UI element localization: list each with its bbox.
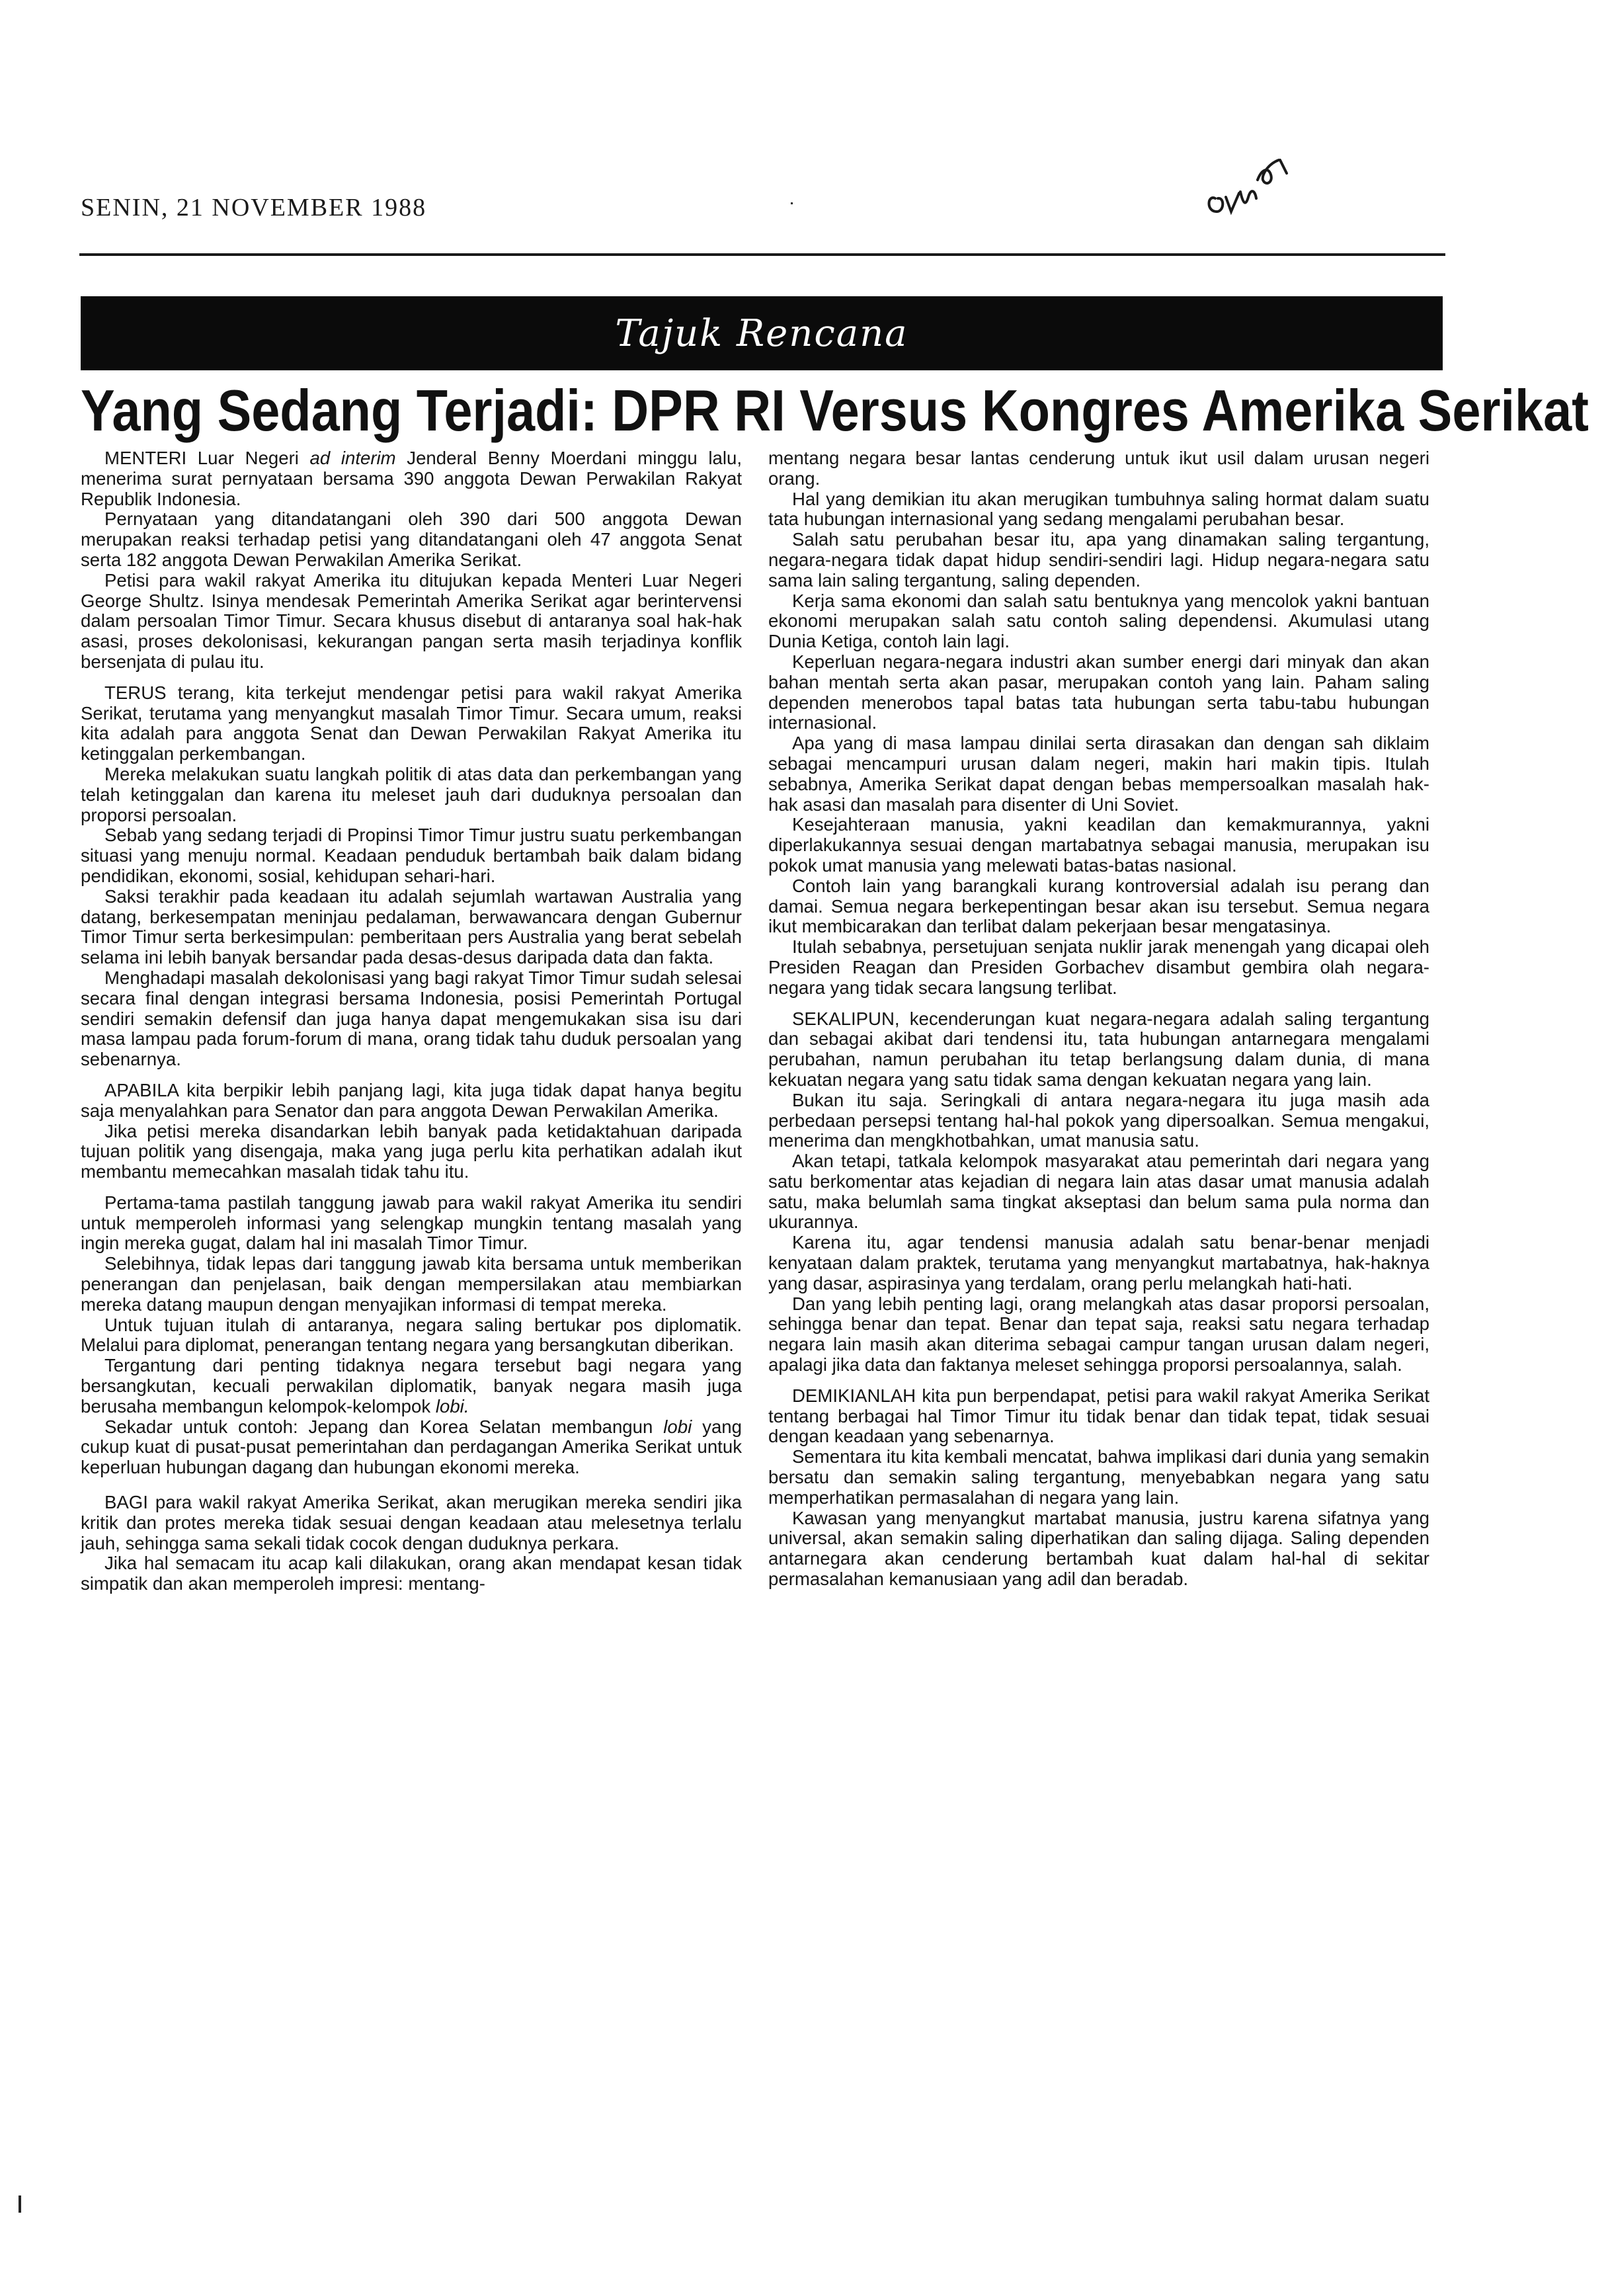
paragraph: BAGI para wakil rakyat Amerika Serikat, akan merugikan mereka sendiri jika kritik dan protes mereka tidak sesuai dengan keadaan atau melesetnya terlalu jauh, sehingga sama sekali tidak cocok dengan duduknya perkara. — [81, 1492, 742, 1553]
scan-speck — [19, 2195, 21, 2213]
italic-term: lobi. — [435, 1395, 469, 1416]
paragraph: Menghadapi masalah dekolonisasi yang bagi rakyat Timor Timur sudah selesai secara final dengan integrasi bersama Indonesia, posisi Pemerintah Portugal sendiri semakin defensif dan juga hanya dapat mengemukakan sisa isu dari masa lampau pada forum-forum di mana, orang tidak tahu duduk persoalan yang sebenarnya. — [81, 967, 742, 1070]
paragraph: Kerja sama ekonomi dan salah satu bentuknya yang mencolok yakni bantuan ekonomi merupakan salah satu contoh saling dependensi. Akumulasi utang Dunia Ketiga, contoh lain lagi. — [768, 590, 1429, 652]
paragraph: APABILA kita berpikir lebih panjang lagi, kita juga tidak dapat hanya begitu saja menyalahkan para Senator dan para anggota Dewan Perwakilan Amerika. — [81, 1079, 742, 1121]
paragraph: Dan yang lebih penting lagi, orang melangkah atas dasar proporsi persoalan, sehingga benar dan tepat. Benar dan tepat saja, reaksi satu negara terhadap negara lain masih akan diterima sebagai campur tangan urusan dalam negeri, apalagi jika data dan faktanya meleset sehingga proporsi persoalannya, salah. — [768, 1293, 1429, 1375]
paragraph: Kawasan yang menyangkut martabat manusia, justru karena sifatnya yang universal, akan semakin saling diperhatikan dan saling dijaga. Saling dependen antarnegara akan cenderung bertambah kuat dalam hal-hal di sekitar permasalahan kemanusiaan yang adil dan beradab. — [768, 1507, 1429, 1590]
paragraph: Selebihnya, tidak lepas dari tanggung jawab kita bersama untuk memberikan penerangan dan penjelasan, baik dengan mempersilakan atau membiarkan mereka datang maupun dengan menyajikan informasi di tempat mereka. — [81, 1253, 742, 1315]
paragraph: Sebab yang sedang terjadi di Propinsi Timor Timur justru suatu perkembangan situasi yang menuju normal. Keadaan penduduk bertambah baik dalam bidang pendidikan, ekonomi, sosial, kehidupan sehari-hari. — [81, 825, 742, 886]
italic-term: ad interim — [309, 448, 396, 468]
paragraph: Sementara itu kita kembali mencatat, bahwa implikasi dari dunia yang semakin bersatu dan semakin saling tergantung, menyebabkan negara yang satu memperhatikan permasalahan di negara yang lain. — [768, 1446, 1429, 1508]
paragraph: Mereka melakukan suatu langkah politik di atas data dan perkembangan yang telah ketinggalan dan karena itu meleset jauh dari duduknya persoalan dan proporsi persoalan. — [81, 763, 742, 825]
paragraph: Jika petisi mereka disandarkan lebih banyak pada ketidaktahuan daripada tujuan politik yang disengaja, maka yang juga perlu kita perhatikan adalah ikut membantu memecahkan masalah tidak tahu itu. — [81, 1120, 742, 1182]
paragraph: Contoh lain yang barangkali kurang kontroversial adalah isu perang dan damai. Semua negara berkepentingan besar akan isu tersebut. Semua negara ikut membicarakan dan terlibat dalam pekerjaan besar mengatasinya. — [768, 875, 1429, 937]
paragraph-text: yang cukup kuat di pusat-pusat pemerintahan dan perdagangan Amerika Serikat untuk keperluan hubungan dagang dan hubungan ekonomi mereka. — [81, 1416, 742, 1478]
paragraph: MENTERI Luar Negeri ad interim Jenderal Benny Moerdani minggu lalu, menerima surat pernyataan bersama 390 anggota Dewan Perwakilan Rakyat Republik Indonesia. — [81, 448, 742, 509]
paragraph — [81, 1356, 742, 1416]
italic-term: lobi — [663, 1416, 692, 1437]
paragraph: Hal yang demikian itu akan merugikan tumbuhnya saling hormat dalam suatu tata hubungan internasional yang sedang mengalami perubahan besar. — [768, 488, 1429, 530]
paragraph: Untuk tujuan itulah di antaranya, negara saling bertukar pos diplomatik. Melalui para diplomat, penerangan tentang negara yang bersangkutan diberikan. — [81, 1314, 742, 1356]
article-column-right — [768, 448, 1429, 1590]
paragraph — [81, 1417, 742, 1478]
paragraph: Keperluan negara-negara industri akan sumber energi dari minyak dan akan bahan mentah serta akan pasar, merupakan contoh yang lain. Paham saling dependen menerobos tapal batas tata hubungan serta tabu-tabu hubungan internasional. — [768, 651, 1429, 733]
paragraph: Salah satu perubahan besar itu, apa yang dinamakan saling tergantung, negara-negara tidak dapat hidup sendiri-sendiri lagi. Hidup negara-negara satu sama lain saling tergantung, saling dependen. — [768, 529, 1429, 591]
paragraph-text: Sekadar untuk contoh: Jepang dan Korea Selatan membangun — [104, 1416, 653, 1437]
paragraph: Apa yang di masa lampau dinilai serta dirasakan dan dengan sah diklaim sebagai mencampuri urusan dalam negeri, makin hari makin tipis. Itulah sebabnya, Amerika Serikat dapat dengan bebas mempersoalkan masalah hak-hak asasi dan masalah para disenter di Uni Soviet. — [768, 733, 1429, 815]
article-column-left — [81, 448, 742, 1594]
paragraph: Kesejahteraan manusia, yakni keadilan dan kemakmurannya, yakni diperlakukannya sesuai dengan martabatnya sebagai manusia, merupakan isu pokok umat manusia yang melewati batas-batas nasional. — [768, 814, 1429, 876]
paragraph: Jika hal semacam itu acap kali dilakukan, orang akan mendapat kesan tidak simpatik dan akan memperoleh impresi: mentang- — [81, 1553, 742, 1594]
paragraph: SEKALIPUN, kecenderungan kuat negara-negara adalah saling tergantung dan sebagai akibat dari tendensi itu, tata hubungan antarnegara mengalami perubahan, namun perubahan itu tetap berlangsung dalam dunia, di mana kekuatan negara yang satu tidak sama dengan kekuatan negara yang lain. — [768, 1008, 1429, 1090]
header-rule — [79, 253, 1445, 256]
handwritten-signature — [1202, 151, 1301, 230]
paragraph: Pernyataan yang ditandatangani oleh 390 dari 500 anggota Dewan merupakan reaksi terhadap petisi yang ditandatangani oleh 47 anggota Senat serta 182 anggota Dewan Perwakilan Amerika Serikat. — [81, 509, 742, 570]
paragraph: Akan tetapi, tatkala kelompok masyarakat atau pemerintah dari negara yang satu berkomentar atas kejadian di negara lain atas dasar umat manusia adalah satu, maka belumlah sama tingkat akseptasi dan belum sama pula norma dan ukurannya. — [768, 1151, 1429, 1233]
article-headline: Yang Sedang Terjadi: DPR RI Versus Kongres Amerika Serikat — [81, 378, 1589, 443]
paragraph: Itulah sebabnya, persetujuan senjata nuklir jarak menengah yang dicapai oleh Presiden Reagan dan Presiden Gorbachev disambut gembira olah negara-negara yang tidak secara langsung terlibat. — [768, 936, 1429, 998]
section-banner — [81, 296, 1443, 370]
paragraph: Pertama-tama pastilah tanggung jawab para wakil rakyat Amerika itu sendiri untuk memperoleh informasi yang selengkap mungkin tentang masalah yang ingin mereka gugat, dalam hal ini masalah Timor Timur. — [81, 1192, 742, 1254]
paragraph: Saksi terakhir pada keadaan itu adalah sejumlah wartawan Australia yang datang, berkesempatan meninjau pedalaman, berwawancara dengan Gubernur Timor Timur serta berkesimpulan: pemberitaan pers Australia yang berat sebelah selama ini lebih banyak bersandar pada desas-desus daripada data dan fakta. — [81, 885, 742, 968]
paragraph: TERUS terang, kita terkejut mendengar petisi para wakil rakyat Amerika Serikat, terutama yang menyangkut masalah Timor Timur. Secara umum, reaksi kita adalah para anggota Senat dan Dewan Perwakilan Rakyat Amerika itu ketinggalan perkembangan. — [81, 682, 742, 764]
paragraph: Bukan itu saja. Seringkali di antara negara-negara itu juga masih ada perbedaan persepsi tentang hal-hal pokok yang dipersoalkan. Semua mengakui, menerima dan mengkhotbahkan, umat manusia satu. — [768, 1089, 1429, 1151]
scan-speck — [791, 202, 793, 204]
paragraph-text: Tergantung dari penting tidaknya negara tersebut bagi negara yang bersangkutan, kecuali perwakilan diplomatik, banyak negara masih juga berusaha membangun kelompok-kelompok — [81, 1355, 742, 1416]
paragraph: mentang negara besar lantas cenderung untuk ikut usil dalam urusan negeri orang. — [768, 448, 1429, 489]
dateline: SENIN, 21 NOVEMBER 1988 — [81, 194, 427, 222]
section-banner-title: Tajuk Rencana — [615, 311, 908, 355]
paragraph: Petisi para wakil rakyat Amerika itu ditujukan kepada Menteri Luar Negeri George Shultz. Isinya mendesak Pemerintah Amerika Serikat agar berintervensi dalam persoalan Timor Timur. Secara khusus disebut di antaranya soal hak-hak asasi, proses dekolonisasi, kekurangan pangan serta masih terjadinya konflik bersenjata di pulau itu. — [81, 569, 742, 672]
paragraph: DEMIKIANLAH kita pun berpendapat, petisi para wakil rakyat Amerika Serikat tentang berbagai hal Timor Timur itu tidak benar dan tidak tepat, tidak sesuai dengan keadaan yang sebenarnya. — [768, 1385, 1429, 1447]
paragraph: Karena itu, agar tendensi manusia adalah satu benar-benar menjadi kenyataan dalam praktek, terutama yang menyangkut martabatnya, hak-haknya yang dasar, aspirasinya yang terdalam, orang perlu melangkah hati-hati. — [768, 1232, 1429, 1293]
